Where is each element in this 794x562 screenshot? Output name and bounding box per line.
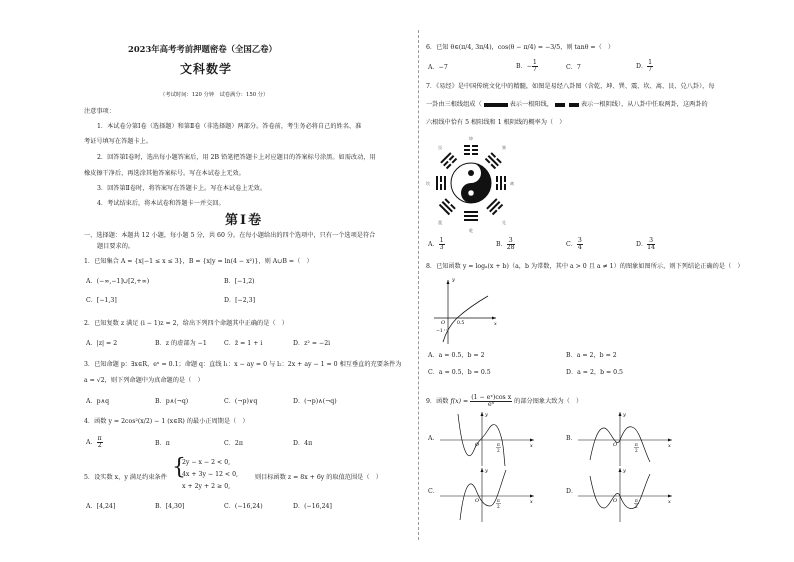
exam-info: （考试时间：120 分钟 试卷满分：150 分） [160,92,269,98]
axis-label-y: y [623,412,626,418]
stem-part: 表示一根阳线， [509,101,553,108]
q6-option-d[interactable] [636,60,653,73]
constraint-2: 4x + 3y − 12 < 0, [182,471,238,478]
fraction [647,60,653,73]
fraction [507,238,515,251]
q8-option-d[interactable]: D．a = 2，b = 0.5 [566,369,623,376]
question-6-stem: 6．已知 θ∈(π/4, 3π/4)，cos(θ − π/4) = −3/5，则 tanθ =（ ） [426,44,615,51]
trigram-bottom-right [486,198,503,215]
option-label: C． [566,241,577,249]
section-instruction: 题目要求的。 [97,243,135,250]
q8-option-c[interactable]: C．a = 0.5，b = 0.5 [428,369,491,376]
axis-label-y: y [623,468,626,474]
y-axis-arrow-icon [619,412,622,416]
q5-option-b[interactable]: B．[4,30] [155,503,185,510]
tick-label-y: −1 [436,329,443,334]
yin-line-icon [569,103,579,107]
tick-label-denominator: 2 [635,448,638,453]
question-5-stem: 则目标函数 z = 8x + 6y 的取值范围是（ ） [255,474,382,481]
numerator: (1 − eˣ)cos x [471,394,512,401]
x-axis-arrow-icon [668,439,672,442]
fraction [647,238,655,251]
option-label: D． [636,241,648,249]
origin-label: O [441,320,446,326]
fraction [532,60,538,73]
q9-option-d[interactable]: D． [566,488,578,495]
question-7-stem: 六根线中恰有 5 根阳线和 1 根阴线的概率为（ ） [426,119,566,126]
tick-label-denominator: 2 [497,504,500,509]
fraction [439,238,445,251]
tick-label-denominator: 2 [497,448,500,453]
section-title: 第Ⅰ卷 [225,213,264,228]
exam-title: 2023年高考考前押题密卷（全国乙卷） [128,44,277,54]
question-7-stem: 7．《易经》是中国传统文化中的精髓，如图是易经八卦图（含乾、坤、巽、震、坎、离、艮、兑八卦），每 [426,83,715,90]
note-line: 4．考试结束后，将本试卷和答题卡一并交回。 [97,200,225,207]
denominator: 14 [647,244,656,252]
q3-option-c[interactable]: C．(¬p)∨q [224,398,258,405]
origin-label: O [613,442,618,448]
numerator: 3 [649,237,654,244]
trigram-label: 离 [510,181,514,186]
tick-label-numerator: π [635,442,638,447]
trigram-label: 艮 [438,145,442,150]
q2-option-a[interactable]: A．|z| = 2 [86,340,118,347]
trigram-top-left [440,152,457,169]
note-line: 橡皮擦干净后，再选涂其他答案标号。写在本试卷上无效。 [84,170,245,177]
q8-option-b[interactable]: B．a = 2，b = 2 [566,352,617,359]
q5-option-a[interactable]: A．[4,24] [86,503,116,510]
question-2-stem: 2．已知复数 z 满足 (i − 1)z = 2，给出下列四个命题其中正确的是（ ） [84,320,288,327]
q7-option-d[interactable] [636,238,655,251]
question-3-stem: 3．已知命题 p：∃x∈R，eˣ = 0.1；命题 q：直线 l₁：x − ay = 0 与 l₂：2x + ay − 1 = 0 相互垂直的充要条件为 [84,361,402,368]
axis-label-y: y [485,412,488,418]
option-label: D． [636,63,648,71]
option-label: B．− [516,63,532,71]
origin-label: O [613,498,618,504]
log-curve [443,296,488,342]
stem-part: 9．函数 [426,398,449,406]
question-9-stem [426,395,582,408]
notes-heading: 注意事项： [84,108,115,115]
q8-option-a[interactable]: A．a = 0.5，b = 2 [428,352,485,359]
trigram-left [436,176,446,190]
q8-log-graph [430,276,500,346]
tick-label-denominator: 2 [635,504,638,509]
y-axis-arrow-icon [481,468,484,472]
origin-label: O [475,498,480,504]
trigram-bottom [464,211,478,221]
axis-label-x: x [530,443,533,449]
q4-option-d[interactable]: D．4π [293,440,313,447]
axis-label-y: y [452,277,455,283]
q9-graph-a [438,410,538,468]
function-curve [460,470,506,520]
option-label: A． [428,241,439,249]
trigram-top-right [485,152,502,169]
denominator: 4 [577,244,582,252]
numerator: π [97,435,102,442]
q7-option-a[interactable] [428,238,445,251]
q4-option-c[interactable]: C．2π [224,440,243,447]
q6-option-a[interactable]: A．−7 [428,64,448,71]
tick-label-x: 0.5 [457,321,465,326]
yang-line-icon [484,103,508,107]
q1-option-c[interactable]: C．[−1,3] [86,297,117,304]
axis-label-y: y [485,468,488,474]
trigram-label: 乾 [469,228,473,233]
denominator: 2 [97,442,102,450]
trigram-label: 震 [438,220,442,225]
question-3-stem: a = √2，则下列命题中为真命题的是（ ） [84,377,204,384]
q3-option-b[interactable]: B．p∧(¬q) [155,398,189,405]
numerator: 3 [577,237,582,244]
tick-label-numerator: π [497,498,500,503]
trigram-label: 坎 [426,181,430,186]
q2-option-d[interactable]: D．z² = −2i [293,340,331,347]
axis-label-x: x [494,321,497,327]
numerator: 3 [508,237,513,244]
fraction [97,436,103,449]
q4-option-b[interactable]: B．π [155,440,170,447]
note-line: 1．本试卷分第Ⅰ卷（选择题）和第Ⅱ卷（非选择题）两部分。答卷前，考生务必将自己的姓名、准 [97,123,362,130]
q5-option-d[interactable]: D．(−16,24] [293,503,332,510]
constraint-3: x + 2y + 2 ≥ 0, [182,483,231,490]
x-axis-arrow-icon [668,495,672,498]
axis-label-x: x [668,443,671,449]
denominator: eˣ [488,401,495,409]
numerator: 1 [648,59,653,66]
q9-option-c[interactable]: C． [428,488,439,495]
question-7-stem [426,101,708,109]
q9-graph-b [576,410,676,468]
q6-option-c[interactable]: C．7 [566,64,581,71]
x-axis-arrow-icon [492,317,496,320]
q4-option-a[interactable] [86,436,103,449]
question-1-stem: 1．已知集合 A = {x|−1 ≤ x ≤ 3}，B = {x|y = ln(4 − x²)}，则 A∪B =（ ） [84,258,313,265]
q6-option-b[interactable] [516,60,538,73]
origin-label: O [475,442,480,448]
trigram-label: 坤 [469,136,473,141]
question-4-stem: 4．函数 y = 2cos²(x/2) − 1 (x∈R) 的最小正周期是（ ） [84,418,249,425]
trigram-bottom-left [439,198,456,215]
stem-part: 表示一根阴线），从八卦中任取两卦，这两卦的 [580,101,708,108]
trigram-label: 兑 [502,220,506,225]
option-label: A． [86,439,97,447]
q7-option-b[interactable] [496,238,515,251]
q9-graph-c [438,466,538,524]
question-8-stem: 8．已知函数 y = logₐ(x + b)（a，b 为常数，其中 a > 0 且 a ≠ 1）的图象如图所示，则下列结论正确的是（ ） [426,263,744,270]
note-line: 2．回答第Ⅰ卷时，选出每小题答案后，用 2B 铅笔把答题卡上对应题目的答案标号涂黑。如需改动，用 [97,154,376,161]
yin-line-icon [555,103,565,107]
denominator: 7 [532,66,537,74]
numerator: 1 [532,59,537,66]
q1-option-d[interactable]: D．[−2,3] [224,297,256,304]
right-column [420,0,794,562]
tick-label-numerator: π [497,442,500,447]
x-axis-arrow-icon [530,495,534,498]
fraction [470,395,512,408]
y-axis-arrow-icon [481,412,484,416]
section-instruction: 一、选择题：本题共 12 小题，每小题 5 分，共 60 分。在每小题给出的四个选项中，只有一个选项是符合 [84,232,376,239]
q2-option-b[interactable]: B．z 的虚部为 −1 [155,340,207,347]
y-axis-arrow-icon [619,468,622,472]
q1-option-b[interactable]: B．[−1,2) [224,278,255,285]
option-label: B． [496,241,507,249]
q9-graph-d [576,466,676,524]
constraint-brace: { [172,455,186,480]
denominator: 7 [648,66,653,74]
note-line: 考证号填写在答题卡上。 [84,138,153,145]
q9-option-a[interactable]: A． [428,435,439,442]
note-line: 3．回答第Ⅱ卷时，将答案写在答题卡上。写在本试卷上无效。 [97,185,267,192]
trigram-top [464,145,478,155]
y-axis-arrow-icon [447,280,450,284]
denominator: 3 [439,244,444,252]
bagua-diagram [426,132,516,234]
q1-option-a[interactable]: A．(−∞,−1]∪[2,+∞) [86,278,150,285]
constraint-1: 2y − x − 2 < 0, [182,459,231,466]
numerator: 1 [439,237,444,244]
x-axis-arrow-icon [530,439,534,442]
q9-option-b[interactable]: B． [566,435,577,442]
function-label: f(x) = [450,398,469,406]
q5-option-c[interactable]: C．(−16,24) [224,503,263,510]
exam-subject: 文科数学 [180,62,233,76]
q2-option-c[interactable]: C．z̄ = 1 + i [224,340,263,347]
stem-part: 的部分图象大致为（ ） [514,398,583,406]
tick-label-numerator: π [635,498,638,503]
q7-option-c[interactable] [566,238,583,251]
trigram-label: 巽 [502,145,506,150]
q3-option-a[interactable]: A．p∧q [86,398,110,405]
axis-label-x: x [668,499,671,505]
stem-part: 一卦由三根线组成（ [426,101,482,108]
denominator: 28 [506,244,515,252]
question-5-stem: 5．设实数 x，y 满足约束条件 [84,474,167,481]
fraction [577,238,583,251]
trigram-right [496,176,506,190]
yin-yang-icon [451,163,491,203]
q3-option-d[interactable]: D．(¬p)∧(¬q) [293,398,337,405]
axis-label-x: x [530,499,533,505]
